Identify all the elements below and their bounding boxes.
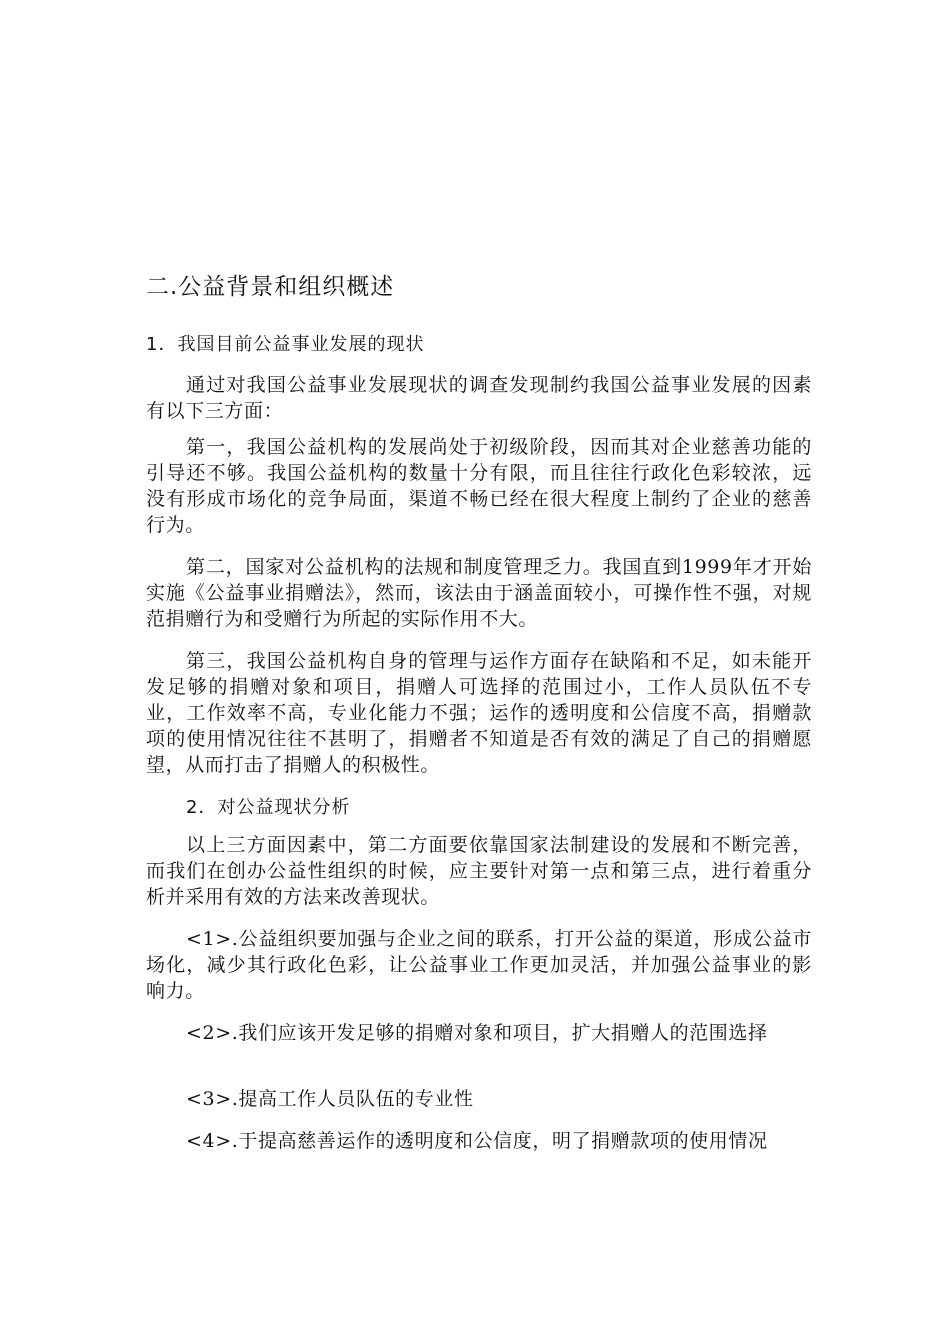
paragraph-point-2: <2>.我们应该开发足够的捐赠对象和项目，扩大捐赠人的范围选择 (186, 1022, 768, 1044)
paragraph-third-factor: 第三，我国公益机构自身的管理与运作方面存在缺陷和不足，如未能开发足够的捐赠对象和项目，捐赠人可选择的范围过小，工作人员队伍不专业，工作效率不高，专业化能力不强；运作的透明度和公信度不高，捐赠款项的使用情况往往不甚明了，捐赠者不知道是否有效的满足了自己的捐赠愿望，从而打击了捐赠人的积极性。 (146, 650, 812, 776)
paragraph-point-3: <3>.提高工作人员队伍的专业性 (186, 1088, 474, 1110)
subsection-heading-current-status: 1．我国目前公益事业发展的现状 (146, 334, 425, 355)
paragraph-intro: 通过对我国公益事业发展现状的调查发现制约我国公益事业发展的因素有以下三方面： (146, 374, 812, 422)
paragraph-point-1: <1>.公益组织要加强与企业之间的联系，打开公益的渠道，形成公益市场化，减少其行政化色彩，让公益事业工作更加灵活，并加强公益事业的影响力。 (146, 928, 812, 1002)
paragraph-first-factor: 第一，我国公益机构的发展尚处于初级阶段，因而其对企业慈善功能的引导还不够。我国公益机构的数量十分有限，而且往往行政化色彩较浓，远没有形成市场化的竞争局面，渠道不畅已经在很大程度上制约了企业的慈善行为。 (146, 436, 812, 536)
section-heading: 二.公益背景和组织概述 (146, 274, 395, 300)
paragraph-analysis: 以上三方面因素中，第二方面要依靠国家法制建设的发展和不断完善，而我们在创办公益性组织的时候，应主要针对第一点和第三点，进行着重分析并采用有效的方法来改善现状。 (146, 834, 812, 908)
paragraph-second-factor: 第二，国家对公益机构的法规和制度管理乏力。我国直到1999年才开始实施《公益事业捐赠法》，然而，该法由于涵盖面较小，可操作性不强，对规范捐赠行为和受赠行为所起的实际作用不大。 (146, 556, 812, 630)
subsection-heading-analysis: 2．对公益现状分析 (186, 797, 351, 818)
paragraph-point-4: <4>.于提高慈善运作的透明度和公信度，明了捐赠款项的使用情况 (186, 1130, 768, 1152)
